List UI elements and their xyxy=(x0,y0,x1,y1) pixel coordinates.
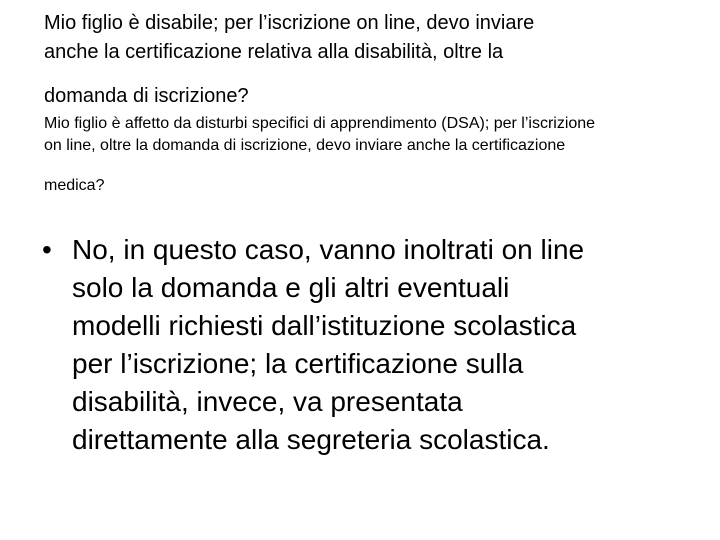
answer-line-1: No, in questo caso, vanno inoltrati on line xyxy=(72,234,585,265)
answer-line-3: modelli richiesti dall’istituzione scolastica xyxy=(72,310,577,341)
answer-line-5: disabilità, invece, va presentata xyxy=(72,386,463,417)
question-2-line-2: on line, oltre la domanda di iscrizione, devo inviare anche la certificazione xyxy=(44,137,566,154)
question-1-line-3: domanda di iscrizione? xyxy=(44,85,249,107)
question-1-line-2: anche la certificazione relativa alla disabilità, oltre la xyxy=(44,41,504,63)
question-2-line-3: medica? xyxy=(44,177,105,194)
question-2-line-1: Mio figlio è affetto da disturbi specifici di apprendimento (DSA); per l’iscrizione xyxy=(44,115,596,132)
answer-line-6: direttamente alla segreteria scolastica. xyxy=(72,424,550,455)
question-1-line-1: Mio figlio è disabile; per l’iscrizione on line, devo inviare xyxy=(44,12,535,34)
answer-line-2: solo la domanda e gli altri eventuali xyxy=(72,272,510,303)
bullet-point: • xyxy=(42,234,52,265)
answer-line-4: per l’iscrizione; la certificazione sulla xyxy=(72,348,524,379)
